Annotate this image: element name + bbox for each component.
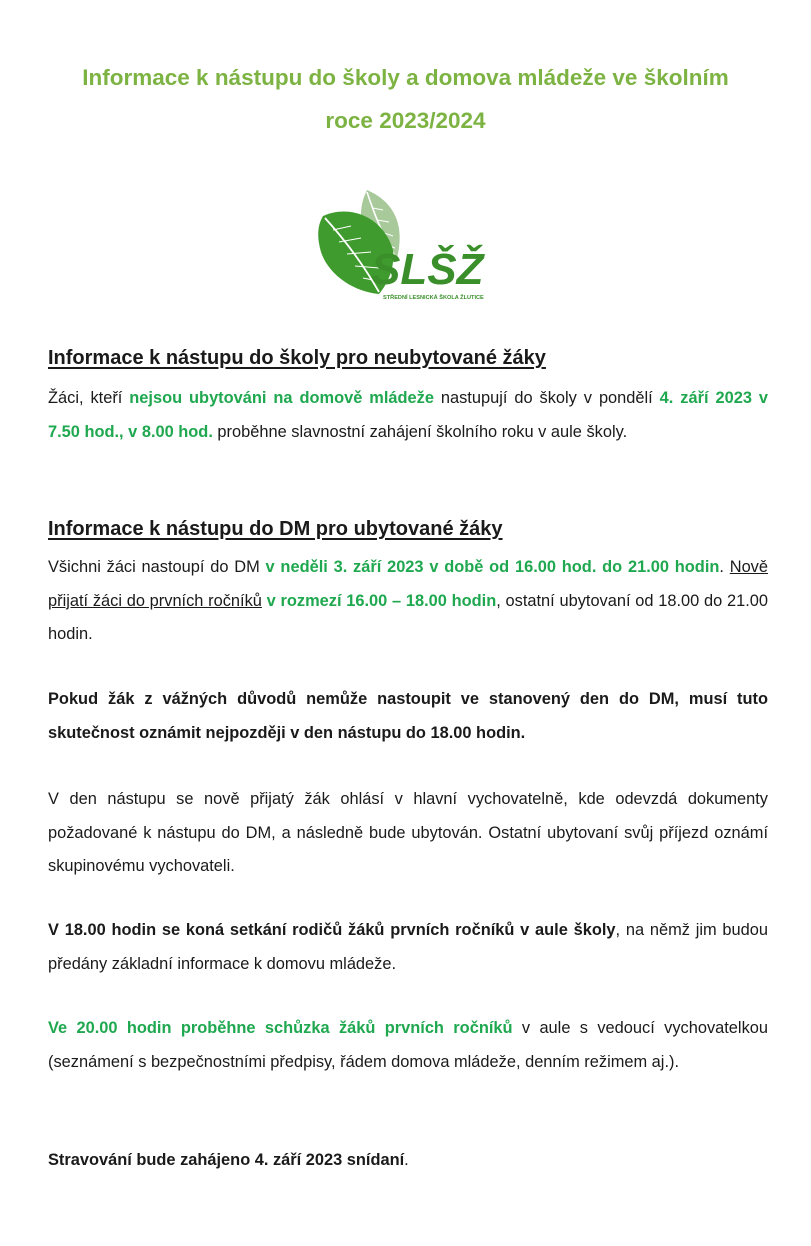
paragraph-registration: V den nástupu se nově přijatý žák ohlásí v hlavní vychovatelně, kde odevzdá dokumenty požadované k nástupu do DM, a následně bude ubytován. Ostatní ubytovaní svůj příjezd oznámí skupinovému vychovateli.	[48, 790, 768, 875]
paragraph-meals: Stravování bude zahájeno 4. září 2023 snídaní.	[48, 1151, 409, 1169]
paragraph-parents-meeting: V 18.00 hodin se koná setkání rodičů žáků prvních ročníků v aule školy, na němž jim budou předány základní informace k domovu mládeže.	[48, 921, 768, 973]
section-heading-non-boarders: Informace k nástupu do školy pro neubytované žáky	[48, 347, 546, 369]
paragraph-dm-arrival: Všichni žáci nastoupí do DM v neděli 3. září 2023 v době od 16.00 hod. do 21.00 hodin. Nově přijatí žáci do prvních ročníků v rozmezí 16.00 – 18.00 hodin, ostatní ubytovaní od 18.00 do 21.00 hodin.	[48, 558, 768, 643]
paragraph-late-arrival: Pokud žák z vážných důvodů nemůže nastoupit ve stanovený den do DM, musí tuto skutečnost oznámit nejpozději v den nástupu do 18.00 hodin.	[48, 690, 768, 742]
logo-subtitle: STŘEDNÍ LESNICKÁ ŠKOLA ŽLUTICE	[383, 295, 484, 301]
page-title: Informace k nástupu do školy a domova mládeže ve školním roce 2023/2024	[82, 65, 729, 133]
paragraph-students-meeting: Ve 20.00 hodin proběhne schůzka žáků prvních ročníků v aule s vedoucí vychovatelkou (seznámení s bezpečnostními předpisy, řádem domova mládeže, denním režimem aj.).	[48, 1019, 768, 1071]
paragraph-school-start: Žáci, kteří nejsou ubytováni na domově mládeže nastupují do školy v pondělí 4. září 2023 v 7.50 hod., v 8.00 hod. proběhne slavnostní zahájení školního roku v aule školy.	[48, 389, 768, 441]
logo-name: SLŠŽ	[371, 245, 484, 294]
school-logo	[305, 186, 515, 306]
section-heading-boarders: Informace k nástupu do DM pro ubytované žáky	[48, 518, 503, 540]
